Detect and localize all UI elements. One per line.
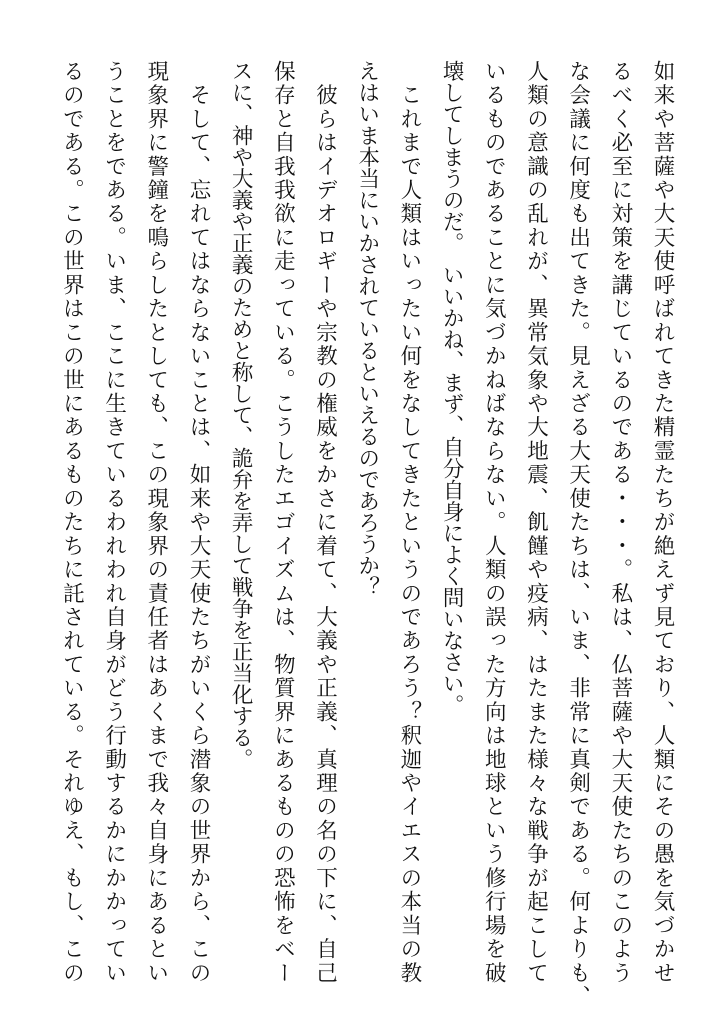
paragraph: [346, 60, 430, 1020]
text-line: るべく必至に対策を講じているのである・・・。私は、仏菩薩や大天使たちのこのよう: [607, 60, 633, 986]
text-line: これまで人類はいったい何をなしてきたというのであろう？釈迦やイエスの本当の教: [396, 60, 422, 986]
text-line: そして、忘れてはならないことは、如来や大天使たちがいくら潜象の世界から、この: [185, 60, 211, 986]
text-line: いるものであることに気づかねばならない。人類の誤った方向は地球という修行場を破: [481, 60, 507, 986]
text-line: スに、神や大義や正義のためと称して、詭弁を弄して戦争を正当化する。: [228, 60, 254, 770]
vertical-text-body[interactable]: [49, 60, 683, 1020]
text-line: 如来や菩薩や大天使呼ばれてきた精霊たちが絶えず見ており、人類にその愚を気づかせ: [650, 60, 675, 986]
text-line: 彼らはイデオロギーや宗教の権威をかさに着て、大義や正義、真理の名の下に、自己: [312, 60, 338, 986]
text-line: うことをである。いま、ここに生きているわれわれ自身がどう行動するかにかかってい: [101, 60, 127, 986]
text-line: るのである。この世界はこの世にあるものたちに託されている。それゆえ、もし、この: [59, 60, 85, 986]
paragraph: [219, 60, 346, 1020]
text-line: 現象界に警鐘を鳴らしたとしても、この現象界の責任者はあくまで我々自身にあるとい: [143, 60, 169, 986]
paragraph: [430, 60, 683, 1020]
text-line: な会議に何度も出てきた。見えざる大天使たちは、いま、非常に真剣である。何よりも、: [565, 60, 591, 1009]
text-line: 保存と自我我欲に走っている。こうしたエゴイズムは、物質界にあるものの恐怖をベー: [270, 60, 296, 986]
paragraph: [50, 60, 219, 1020]
text-line: えはいま本当にいかされているといえるのであろうか？: [354, 60, 380, 598]
text-line: 壊してしまうのだ。 いいかね、まず、自分自身によく問いなさい。: [439, 60, 465, 716]
text-line: 人類の意識の乱れが、異常気象や大地震、飢饉や疫病、はたまた様々な戦争が起こして: [523, 60, 549, 986]
